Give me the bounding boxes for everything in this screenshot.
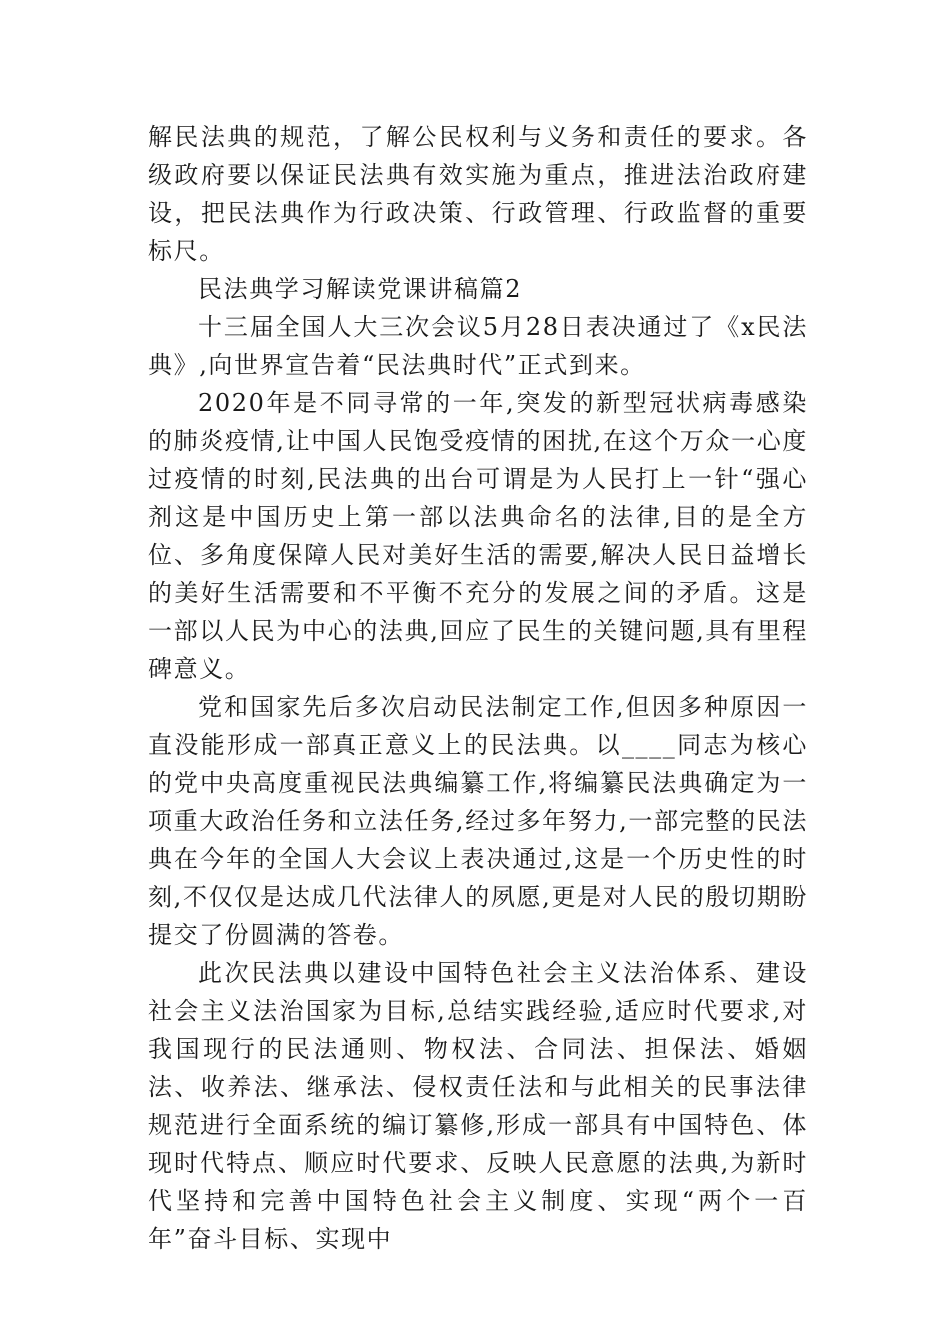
document-body xyxy=(148,118,808,1258)
paragraph-2: 十三届全国人大三次会议5月28日表决通过了《x民法典》,向世界宣告着“民法典时代”正式到来。 xyxy=(148,313,808,379)
section-heading: 民法典学习解读党课讲稿篇2 xyxy=(198,275,523,303)
paragraph-4: 党和国家先后多次启动民法制定工作,但因多种原因一直没能形成一部真正意义上的民法典。以____同志为核心的党中央高度重视民法典编纂工作,将编纂民法典确定为一项重大政治任务和立法任务,经过多年努力,一部完整的民法典在今年的全国人大会议上表决通过,这是一个历史性的时刻,不仅仅是达成几代法律人的夙愿,更是对人民的殷切期盼提交了份圆满的答卷。 xyxy=(148,693,808,949)
paragraph-1: 解民法典的规范，了解公民权利与义务和责任的要求。各级政府要以保证民法典有效实施为重点，推进法治政府建设，把民法典作为行政决策、行政管理、行政监督的重要标尺。 xyxy=(148,123,808,265)
paragraph-5: 此次民法典以建设中国特色社会主义法治体系、建设社会主义法治国家为目标,总结实践经验,适应时代要求,对我国现行的民法通则、物权法、合同法、担保法、婚姻法、收养法、继承法、侵权责任法和与此相关的民事法律规范进行全面系统的编订纂修,形成一部具有中国特色、体现时代特点、顺应时代要求、反映人民意愿的法典,为新时代坚持和完善中国特色社会主义制度、实现“两个一百年”奋斗目标、实现中 xyxy=(148,959,808,1253)
paragraph-3: 2020年是不同寻常的一年,突发的新型冠状病毒感染的肺炎疫情,让中国人民饱受疫情的困扰,在这个万众一心度过疫情的时刻,民法典的出台可谓是为人民打上一针“强心剂这是中国历史上第一部以法典命名的法律,目的是全方位、多角度保障人民对美好生活的需要,解决人民日益增长的美好生活需要和不平衡不充分的发展之间的矛盾。这是一部以人民为中心的法典,回应了民生的关键问题,具有里程碑意义。 xyxy=(148,389,808,683)
